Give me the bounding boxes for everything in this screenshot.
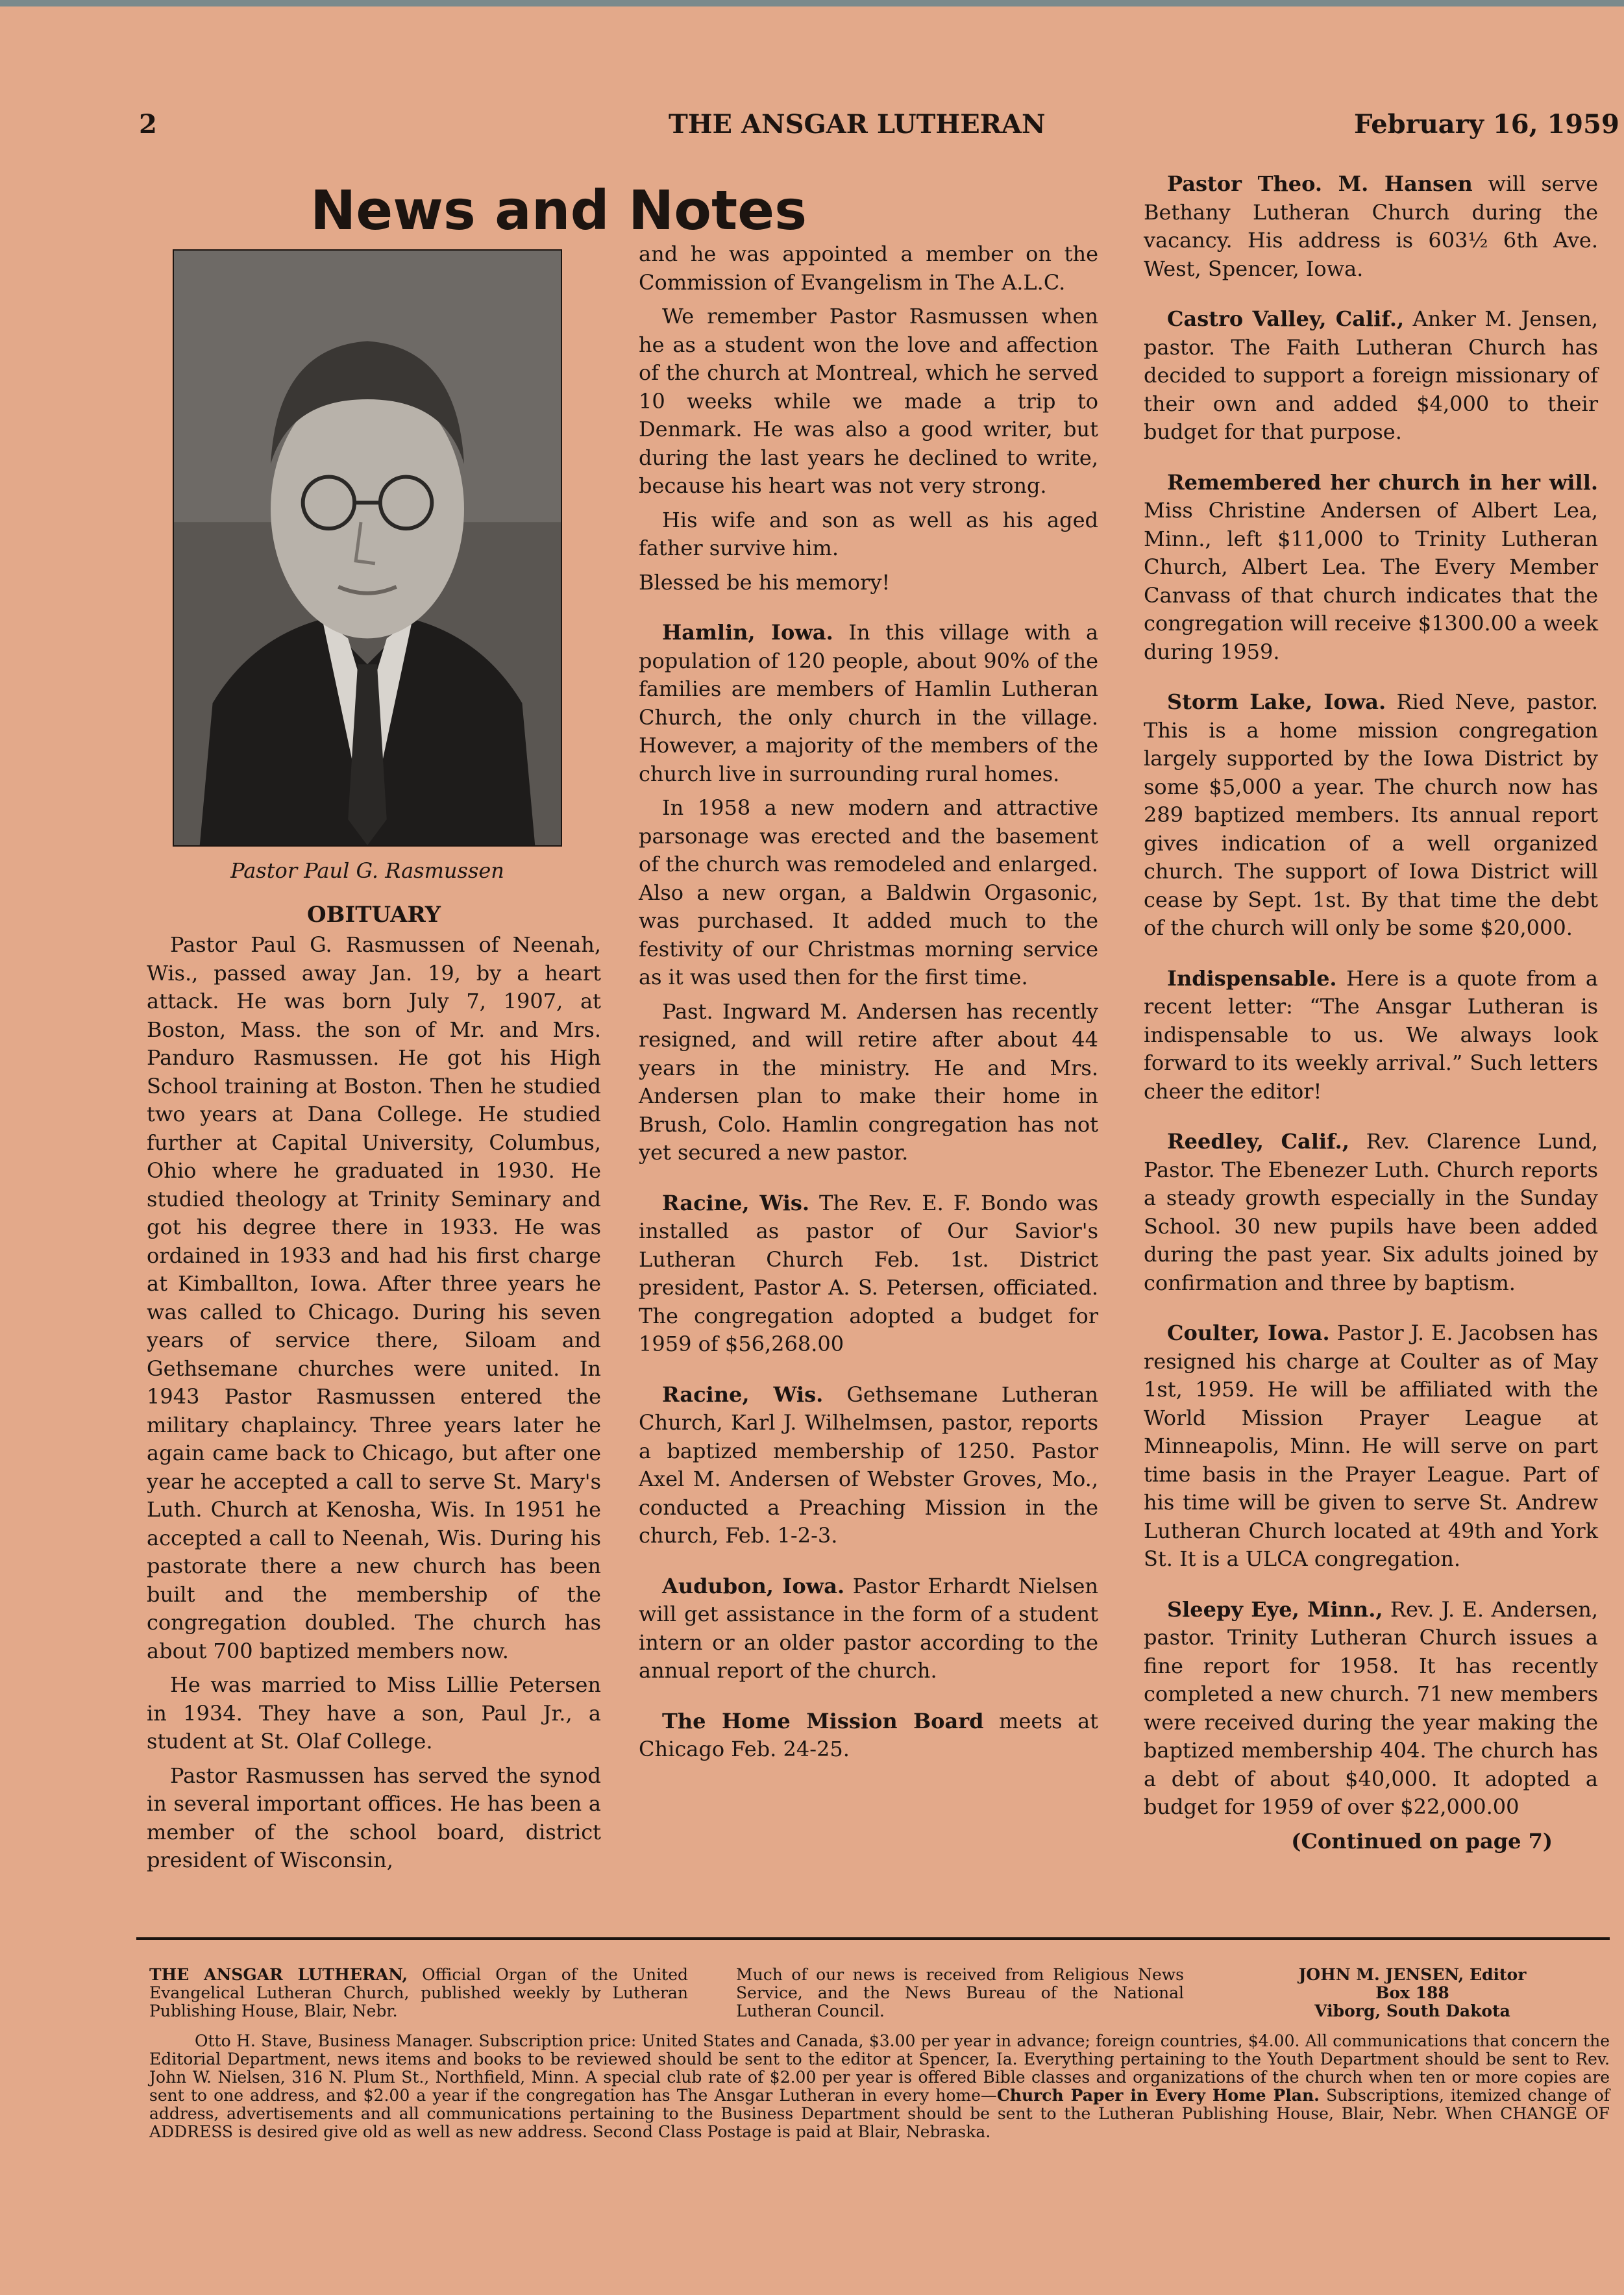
section-title: News and Notes (310, 179, 807, 242)
news-item-label: Castro Valley, Calif., (1167, 306, 1405, 331)
news-item-sleepy-eye (1144, 1596, 1598, 1822)
news-item-text: Rev. Clarence Lund, Pastor. The Ebenezer Luth. Church reports a steady growth especially in the Sunday School. 30 new pupils have been added during the past year. Six adults joined by confirmation and three by baptism. (1144, 1129, 1598, 1295)
column-center (639, 240, 1098, 1770)
subscription-fine-print (149, 2032, 1610, 2141)
news-item-coulter (1144, 1319, 1598, 1574)
news-item-hamlin-parsonage: In 1958 a new modern and attractive parsonage was erected and the basement of the church was remodeled and enlarged. Also a new organ, a Baldwin Orgasonic, was purchased. It added much to the festivity of our Christmas morning service as it was used then for the first time. (639, 795, 1098, 989)
obituary-continued: We remember Pastor Rasmussen when he as a student won the love and affection of the church at Montreal, which he served 10 weeks while we made a trip to Denmark. He was also a good writer, but during the last years he declined to write, because his heart was not very strong. (639, 304, 1098, 498)
news-item-label: The Home Mission Board (662, 1708, 984, 1733)
news-item-text: Here is a quote from a recent letter: “The Ansgar Lutheran is indispensable to us. We always look forward to its weekly arrival.” Such letters cheer the editor! (1144, 965, 1599, 1104)
fine-print-text: Otto H. Stave, Business Manager. Subscription price: United States and Canada, $3.00 per year in advance; foreign countries, $4.00. All communications that concern the Editorial Department, news items and books to be reviewed should be sent to the editor at Spencer, Ia. Everything pertaining to the Youth Department should be sent to Rev. John W. Nielsen, 316 N. Plum St., Northfield, Minn. A special club rate of $2.00 per year is offered Bible classes and organizations of the church when ten or more copies are sent to one address, and $2.00 a year if the congregation has The Ansgar Lutheran in every home— (149, 2031, 1610, 2105)
news-item-label: Pastor Theo. M. Hansen (1167, 171, 1473, 196)
news-item-text: The Rev. E. F. Bondo was installed as pastor of Our Savior's Lutheran Church Feb. 1st. District president, Pastor A. S. Petersen, officiated. The congregation adopted a budget for 1959 of $56,268.00 (639, 1190, 1099, 1356)
news-item-text: meets at Chicago Feb. 24-25. (639, 1708, 1099, 1761)
news-item-home-mission (639, 1707, 1098, 1764)
fine-print-text: Subscriptions, itemized change of address, advertisements and all communications pertaining to the Business Department should be sent to the Lutheran Publishing House, Blair, Nebr. When CHANGE OF ADDRESS is desired give old as well as new address. Second Class Postage is paid at Blair, Nebraska. (149, 2086, 1610, 2141)
masthead-news-sources: Much of our news is received from Religious News Service, and the News Bureau of the National Lutheran Council. (736, 1965, 1184, 2020)
news-item-racine-1 (639, 1189, 1098, 1359)
news-item-remembered (1144, 469, 1598, 667)
masthead-publisher (149, 1966, 688, 2020)
news-item-text: In this village with a population of 120 people, about 90% of the families are members of Hamlin Lutheran Church, the only church in the village. However, a majority of the members of the church live in surrounding rural homes. (639, 620, 1099, 786)
news-item-label: Reedley, Calif., (1167, 1129, 1349, 1154)
masthead-editor (1231, 1966, 1594, 2020)
editor-city: Viborg, South Dakota (1314, 2002, 1510, 2020)
portrait-photo (173, 249, 562, 847)
news-item-racine-2 (639, 1381, 1098, 1550)
column-obituary (147, 900, 601, 1881)
obituary-closing: Blessed be his memory! (639, 569, 891, 595)
news-item-text: Pastor Erhardt Nielsen will get assistance in the form of a student intern or an older pastor according to the annual report of the church. (639, 1573, 1098, 1683)
news-item-hamlin (639, 619, 1098, 788)
news-item-label: Storm Lake, Iowa. (1167, 689, 1386, 714)
news-item-text: will serve Bethany Lutheran Church during the vacancy. His address is 603½ 6th Ave. West, Spencer, Iowa. (1144, 171, 1598, 281)
news-item-text: Pastor J. E. Jacobsen has resigned his charge at Coulter as of May 1st, 1959. He will be affiliated with the World Mission Prayer League at Minneapolis, Minn. He will serve on part time basis in the Prayer League. Part of his time will be given to serve St. Andrew Lutheran Church located at 49th and York St. It is a ULCA congregation. (1144, 1321, 1598, 1571)
news-item-castro-valley (1144, 305, 1598, 447)
news-item-label: Coulter, Iowa. (1167, 1321, 1330, 1345)
news-item-label: Audubon, Iowa. (662, 1573, 845, 1598)
portrait-icon (174, 251, 561, 845)
news-item-text: Gethsemane Lutheran Church, Karl J. Wilhelmsen, pastor, reports a baptized membership of 1250. Pastor Axel M. Andersen of Webster Groves, Mo., conducted a Preaching Mission in the church, Feb. 1-2-3. (639, 1382, 1098, 1548)
obituary-paragraph: Pastor Paul G. Rasmussen of Neenah, Wis., passed away Jan. 19, by a heart attack. He was born July 7, 1907, at Boston, Mass. the son of Mr. and Mrs. Panduro Rasmussen. He got his High School training at Boston. Then he studied two years at Dana College. He studied further at Capital University, Columbus, Ohio where he graduated in 1930. He studied theology at Trinity Seminary and got his degree there in 1933. He was ordained in 1933 and had his first charge at Kimballton, Iowa. After three years he was called to Chicago. During his seven years of service there, Siloam and Gethsemane churches were united. In 1943 Pastor Rasmussen entered the military chaplaincy. Three years later he again came back to Chicago, but after one year he accepted a call to serve St. Mary's Luth. Church at Kenosha, Wis. In 1951 he accepted a call to Neenah, Wis. During his pastorate there a new church has been built and the membership of the congregation doubled. The church has about 700 baptized members now. (147, 932, 601, 1663)
masthead-title: THE ANSGAR LUTHERAN, (149, 1965, 408, 1984)
news-item-audubon (639, 1572, 1098, 1685)
news-item-label: Sleepy Eye, Minn., (1167, 1596, 1383, 1622)
editor-box: Box 188 (1375, 1983, 1449, 2002)
obituary-heading: OBITUARY (306, 902, 441, 928)
obituary-paragraph: He was married to Miss Lillie Petersen in 1934. They have a son, Paul Jr., a student at St. Olaf College. (147, 1672, 601, 1754)
editor-name: JOHN M. JENSEN, Editor (1298, 1965, 1527, 1984)
news-item-text: Rev. J. E. Andersen, pastor. Trinity Lutheran Church issues a fine report for 1958. It has recently completed a new church. 71 new members were received during the year making the baptized membership 404. The church has a debt of about $40,000. It adopted a budget for 1959 of over $22,000.00 (1144, 1596, 1599, 1819)
news-item-hansen (1144, 170, 1598, 283)
news-item-label: Racine, Wis. (662, 1190, 810, 1215)
news-item-reedley (1144, 1128, 1598, 1297)
obituary-paragraph: Pastor Rasmussen has served the synod in several important offices. He has been a member of the school board, district president of Wisconsin, (147, 1763, 601, 1872)
news-item-text: Anker M. Jensen, pastor. The Faith Lutheran Church has decided to support a foreign missionary of their own and added $4,000 to their budget for that purpose. (1144, 306, 1599, 444)
news-item-text: Ried Neve, pastor. This is a home mission congregation largely supported by the Iowa District by some $5,000 a year. The church now has 289 baptized members. Its annual report gives indication of a well organized church. The support of Iowa District will cease by Sept. 1st. By that time the debt of the church will only be some $20,000. (1144, 689, 1599, 940)
news-item-hamlin-pastor: Past. Ingward M. Andersen has recently resigned, and will retire after about 44 years in the ministry. He and Mrs. Andersen plan to make their home in Brush, Colo. Hamlin congregation has not yet secured a new pastor. (639, 999, 1098, 1165)
obituary-continued: and he was appointed a member on the Commission of Evangelism in The A.L.C. (639, 242, 1098, 295)
publication-name: THE ANSGAR LUTHERAN (669, 109, 1046, 140)
page-top-edge (0, 0, 1624, 6)
news-item-text: Miss Christine Andersen of Albert Lea, Minn., left $11,000 to Trinity Lutheran Church, Albert Lea. The Every Member Canvass of that church indicates that the congregation will receive $1300.00 a week during 1959. (1144, 498, 1598, 664)
footer-divider (136, 1937, 1610, 1940)
obituary-continued: His wife and son as well as his aged father survive him. (639, 507, 1098, 560)
news-item-label: Hamlin, Iowa. (662, 620, 833, 645)
news-item-label: Remembered her church in her will. (1167, 469, 1598, 495)
news-item-label: Racine, Wis. (662, 1382, 824, 1407)
column-right (1144, 170, 1598, 1861)
issue-date: February 16, 1959 (1354, 109, 1619, 140)
masthead-publisher-text: Official Organ of the United Evangelical Lutheran Church, published weekly by Lutheran Publishing House, Blair, Nebr. (149, 1965, 689, 2020)
news-item-label: Indispensable. (1167, 965, 1337, 991)
photo-caption: Pastor Paul G. Rasmussen (230, 858, 504, 883)
continued-notice: (Continued on page 7) (1291, 1828, 1553, 1854)
fine-print-plan: Church Paper in Every Home Plan. (996, 2086, 1320, 2105)
news-item-indispensable (1144, 965, 1598, 1106)
page-number: 2 (139, 109, 157, 140)
news-item-storm-lake (1144, 688, 1598, 943)
